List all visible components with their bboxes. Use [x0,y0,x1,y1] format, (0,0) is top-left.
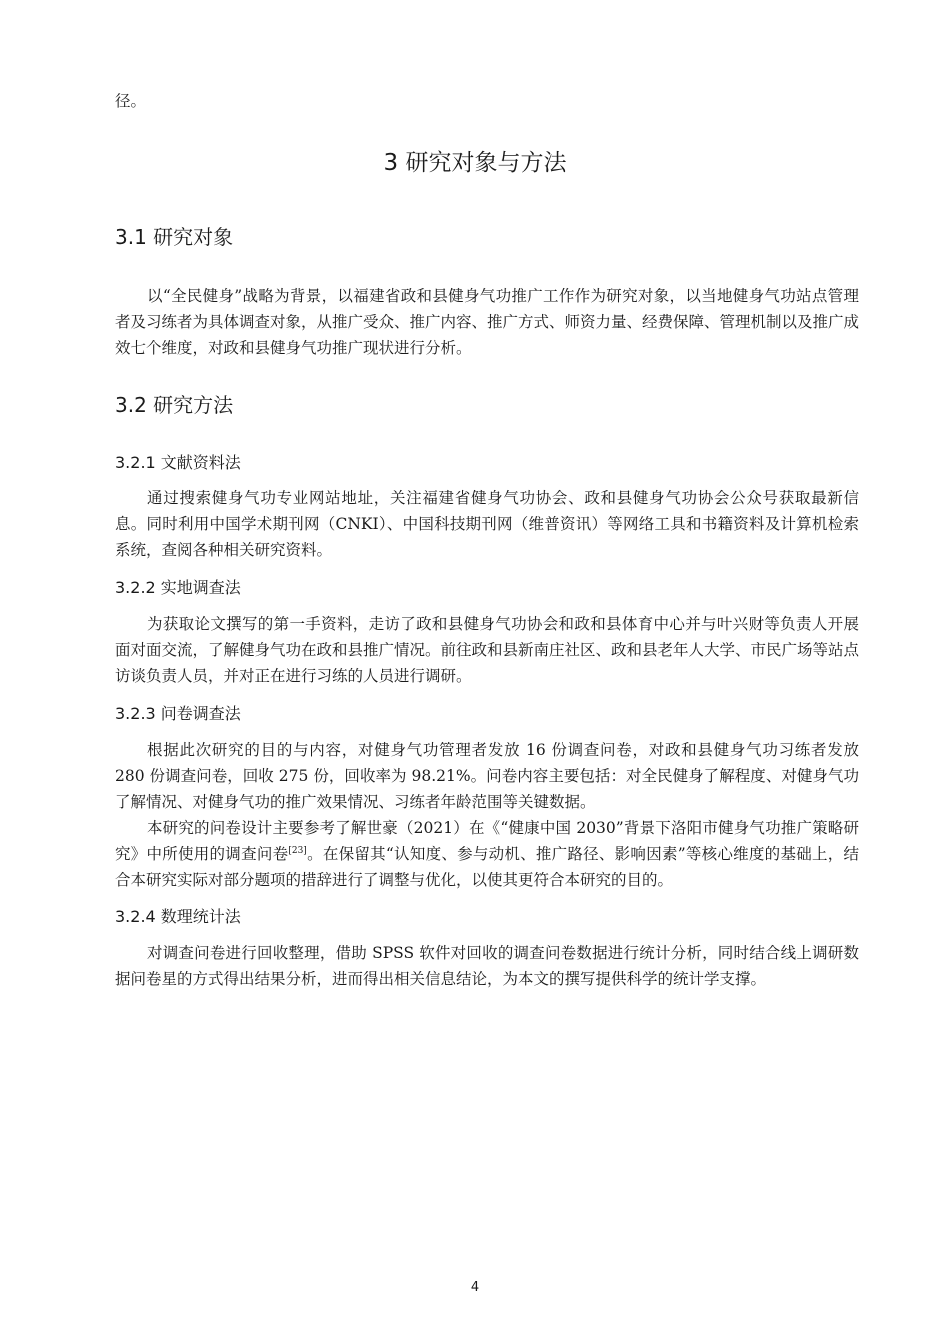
section-3-2-4-heading: 3.2.4 数理统计法 [115,907,241,926]
section-3-2-4-paragraph: 对调查问卷进行回收整理，借助 SPSS 软件对回收的调查问卷数据进行统计分析，同时结合线上调研数据问卷星的方式得出结果分析，进而得出相关信息结论，为本文的撰写提供科学的统计学支撑。 [115,944,859,988]
section-3-2-heading: 3.2 研究方法 [115,393,234,417]
chapter-title: 3 研究对象与方法 [383,150,567,176]
para2-text-b: 。在保留其“认知度、参与动机、推广路径、影响因素”等核心维度的基础上，结合本研究实际对部分题项的措辞进行了调整与优化，以使其更符合本研究的目的。 [115,845,859,889]
section-3-2-3-paragraph-2 [115,815,859,893]
section-3-2-1-heading: 3.2.1 文献资料法 [115,453,241,472]
citation-ref: [23] [288,845,307,856]
page-number: 4 [470,1280,480,1295]
section-3-2-2-heading: 3.2.2 实地调查法 [115,578,241,597]
para2-text-a: 本研究的问卷设计主要参考了解世豪（2021）在《“健康中国 2030”背景下洛阳市健身气功推广策略研究》中所使用的调查问卷 [115,819,859,863]
continuation-text: 径。 [115,92,147,110]
section-3-1-heading: 3.1 研究对象 [115,225,234,249]
section-3-1-paragraph: 以“全民健身”战略为背景，以福建省政和县健身气功推广工作作为研究对象，以当地健身气功站点管理者及习练者为具体调查对象，从推广受众、推广内容、推广方式、师资力量、经费保障、管理机制以及推广成效七个维度，对政和县健身气功推广现状进行分析。 [115,287,860,357]
section-3-2-1-paragraph: 通过搜索健身气功专业网站地址，关注福建省健身气功协会、政和县健身气功协会公众号获取最新信息。同时利用中国学术期刊网（CNKI）、中国科技期刊网（维普资讯）等网络工具和书籍资料及计算机检索系统，查阅各种相关研究资料。 [115,489,859,559]
section-3-2-3-heading: 3.2.3 问卷调查法 [115,704,241,723]
section-3-2-2-paragraph: 为获取论文撰写的第一手资料，走访了政和县健身气功协会和政和县体育中心并与叶兴财等负责人开展面对面交流，了解健身气功在政和县推广情况。前往政和县新南庄社区、政和县老年人大学、市民广场等站点访谈负责人员，并对正在进行习练的人员进行调研。 [115,615,860,685]
section-3-2-3-paragraph-1: 根据此次研究的目的与内容，对健身气功管理者发放 16 份调查问卷，对政和县健身气功习练者发放 280 份调查问卷，回收 275 份，回收率为 98.21%。问卷内容主要包括：对全民健身了解程度、对健身气功了解情况、对健身气功的推广效果情况、习练者年龄范围等关键数据。 [115,741,859,811]
